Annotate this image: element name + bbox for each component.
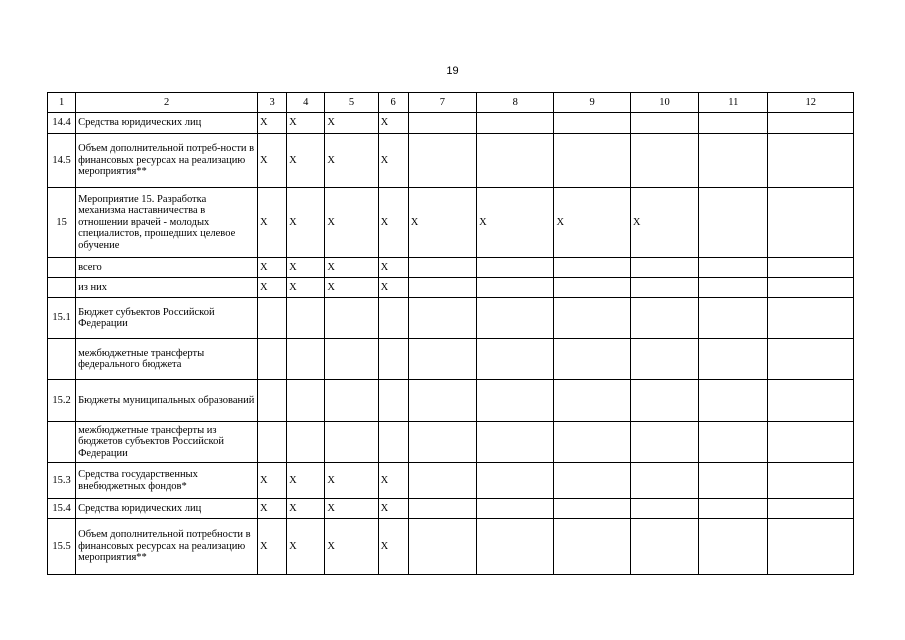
table-cell [630,499,698,519]
table-cell: X [325,519,378,575]
table-cell: X [325,463,378,499]
header-cell: 4 [287,93,325,113]
table-cell [554,463,630,499]
header-cell: 12 [768,93,854,113]
table-cell: X [378,278,408,298]
header-cell: 10 [630,93,698,113]
table-cell [768,298,854,339]
table-cell [768,519,854,575]
table-cell [554,519,630,575]
table-cell [287,298,325,339]
table-cell [408,134,476,188]
table-cell [408,113,476,134]
table-cell [630,278,698,298]
table-row [48,339,854,380]
row-name: из них [76,278,258,298]
table-cell [325,380,378,422]
table-cell [477,380,554,422]
table-cell [408,499,476,519]
table-cell [287,422,325,463]
table-row [48,519,854,575]
table-cell: X [258,499,287,519]
table-cell [768,380,854,422]
table-cell [554,298,630,339]
table-cell: X [258,188,287,258]
header-cell: 3 [258,93,287,113]
page-number: 19 [446,65,459,77]
table-cell [378,380,408,422]
table-row [48,380,854,422]
table-cell [768,134,854,188]
table-cell [408,278,476,298]
row-number [48,278,76,298]
table-cell: X [378,134,408,188]
table-cell [699,298,768,339]
table-cell [477,113,554,134]
table-cell: X [378,499,408,519]
table-cell [630,258,698,278]
table-cell: X [554,188,630,258]
header-cell: 8 [477,93,554,113]
table-cell [630,422,698,463]
row-name: Средства государственных внебюджетных фондов* [76,463,258,499]
row-name: Бюджеты муниципальных образований [76,380,258,422]
table-cell [325,298,378,339]
table-cell [699,278,768,298]
header-cell: 1 [48,93,76,113]
table-cell [554,278,630,298]
table-cell [699,519,768,575]
table-cell [768,422,854,463]
table-cell [630,113,698,134]
table-cell [768,278,854,298]
table-row [48,134,854,188]
table-cell [408,298,476,339]
table-cell [630,519,698,575]
table-cell [408,463,476,499]
table-cell [768,463,854,499]
table-cell [630,134,698,188]
table-cell [699,339,768,380]
table-cell [408,422,476,463]
table-cell [477,519,554,575]
table-cell: X [287,134,325,188]
header-cell: 9 [554,93,630,113]
table-cell: X [325,278,378,298]
table-cell [477,422,554,463]
table-cell: X [325,134,378,188]
table-cell: X [287,113,325,134]
header-cell: 2 [76,93,258,113]
table-cell [554,499,630,519]
table-cell [258,422,287,463]
row-number: 15.5 [48,519,76,575]
table-row [48,499,854,519]
row-number [48,258,76,278]
row-name: Объем дополнительной потребности в финансовых ресурсах на реализацию мероприятия** [76,519,258,575]
table-cell: X [408,188,476,258]
table-cell [554,339,630,380]
table-cell [378,298,408,339]
table-cell [477,339,554,380]
row-number: 14.5 [48,134,76,188]
table-cell: X [378,113,408,134]
table-cell: X [258,278,287,298]
table-cell [554,380,630,422]
table-cell: X [325,113,378,134]
table-cell [258,339,287,380]
table-row [48,463,854,499]
table-cell [378,339,408,380]
table-cell: X [258,113,287,134]
table-cell [699,499,768,519]
row-number: 15.3 [48,463,76,499]
table-cell [477,134,554,188]
table-cell [699,422,768,463]
table-cell: X [378,519,408,575]
table-cell [408,258,476,278]
table-row [48,298,854,339]
header-cell: 11 [699,93,768,113]
table-cell [699,188,768,258]
row-name: межбюджетные трансферты из бюджетов субъектов Российской Федерации [76,422,258,463]
table-cell [768,258,854,278]
header-cell: 6 [378,93,408,113]
table-cell [768,499,854,519]
table-cell [477,258,554,278]
table-cell [477,278,554,298]
table-cell [699,258,768,278]
row-number: 14.4 [48,113,76,134]
table-cell [378,422,408,463]
table-cell [630,298,698,339]
table-cell: X [258,134,287,188]
table-cell [325,422,378,463]
table-cell [699,380,768,422]
table-cell [325,339,378,380]
table-cell: X [325,499,378,519]
table-cell: X [287,258,325,278]
table-cell [768,113,854,134]
table-cell [477,499,554,519]
table-cell: X [378,463,408,499]
table-cell [699,134,768,188]
row-number [48,422,76,463]
table-row [48,188,854,258]
table-cell [630,463,698,499]
row-name: всего [76,258,258,278]
table-cell [554,113,630,134]
table-cell: X [630,188,698,258]
table-cell [630,339,698,380]
table-cell [699,113,768,134]
table-row [48,422,854,463]
table-cell: X [325,188,378,258]
table-cell: X [477,188,554,258]
table-cell [477,463,554,499]
table-cell: X [258,463,287,499]
row-name: Бюджет субъектов Российской Федерации [76,298,258,339]
table-cell [408,380,476,422]
table-cell: X [287,463,325,499]
table-cell [408,339,476,380]
table-cell: X [287,278,325,298]
row-number: 15.4 [48,499,76,519]
table-cell [554,258,630,278]
table-row [48,258,854,278]
finance-table [47,92,854,575]
row-number: 15 [48,188,76,258]
table-cell [768,339,854,380]
header-row [48,93,854,113]
table-cell [408,519,476,575]
header-cell: 7 [408,93,476,113]
table-cell: X [378,188,408,258]
table-cell: X [287,499,325,519]
table-cell [768,188,854,258]
table-cell [287,380,325,422]
table-cell [287,339,325,380]
table-cell [554,422,630,463]
table-cell [258,380,287,422]
table-cell: X [287,519,325,575]
table-cell: X [258,258,287,278]
table-cell [477,298,554,339]
table-cell: X [287,188,325,258]
table-cell [258,298,287,339]
table-cell [554,134,630,188]
table-row [48,278,854,298]
row-number: 15.1 [48,298,76,339]
row-name: Объем дополнительной потреб-ности в финансовых ресурсах на реализацию мероприятия** [76,134,258,188]
row-name: Средства юридических лиц [76,113,258,134]
table-row [48,113,854,134]
table-cell: X [258,519,287,575]
table-cell [630,380,698,422]
table-cell: X [378,258,408,278]
row-number: 15.2 [48,380,76,422]
row-name: Мероприятие 15. Разработка механизма наставничества в отношении врачей - молодых специалистов, прошедших целевое обучение [76,188,258,258]
row-name: Средства юридических лиц [76,499,258,519]
table-cell: X [325,258,378,278]
table-cell [699,463,768,499]
row-name: межбюджетные трансферты федерального бюджета [76,339,258,380]
header-cell: 5 [325,93,378,113]
row-number [48,339,76,380]
